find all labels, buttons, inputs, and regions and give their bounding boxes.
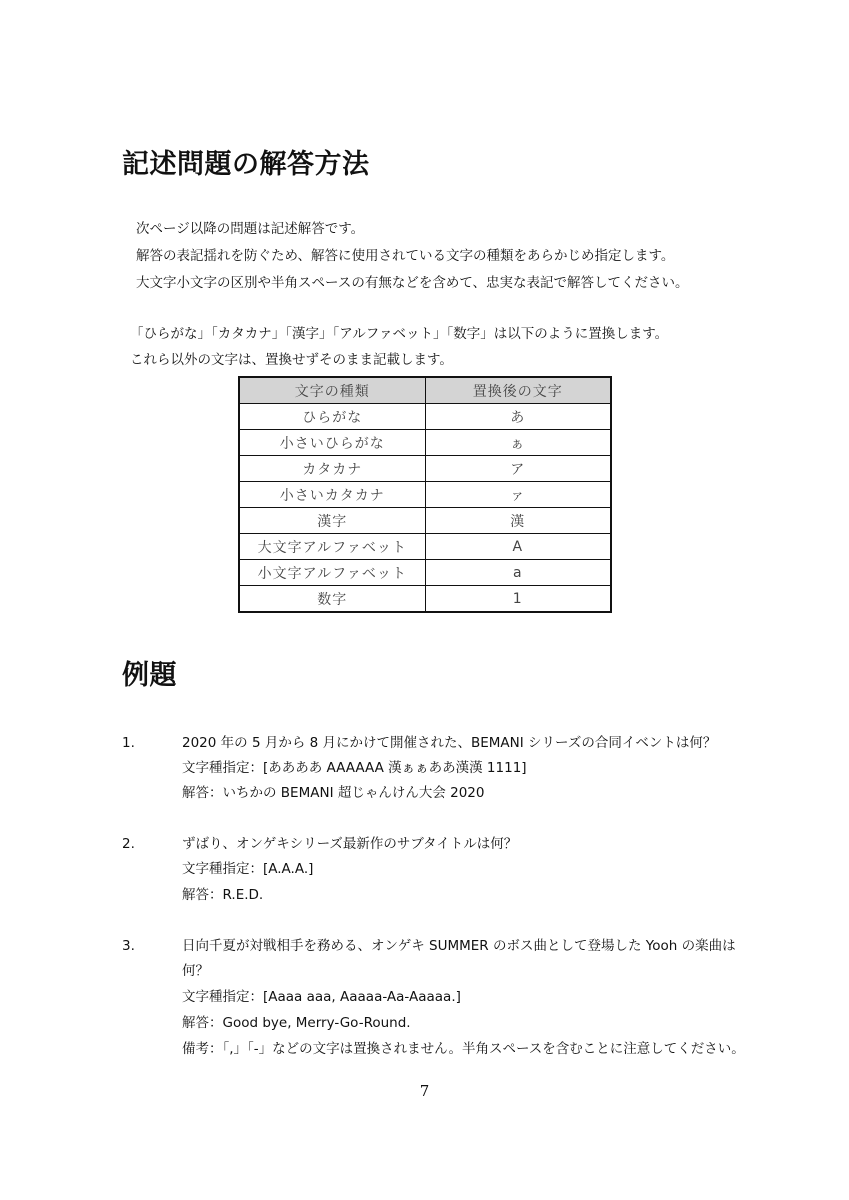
table-row — [239, 560, 611, 586]
character-type-spec: 文字種指定：[A.A.A.] — [182, 861, 314, 877]
question-number: 1. — [122, 735, 135, 751]
question-text: ずばり、オンゲキシリーズ最新作のサブタイトルは何？ — [182, 836, 518, 852]
table-row — [239, 430, 611, 456]
table-row — [239, 534, 611, 560]
question-number: 2. — [122, 836, 135, 852]
page-number: 7 — [419, 1082, 430, 1100]
table-row — [239, 508, 611, 534]
question-text: 日向千夏が対戦相手を務める、オンゲキ SUMMER のボス曲として登場した Yooh の楽曲は — [182, 938, 736, 954]
table-cell-type: 大文字アルファベット — [239, 534, 425, 560]
question-text: 2020 年の 5 月から 8 月にかけて開催された、BEMANI シリーズの合同イベントは何？ — [182, 735, 717, 751]
character-type-spec: 文字種指定：[ああああ AAAAAA 漢ぁぁああ漢漢 1111] — [182, 760, 527, 776]
table-row — [239, 586, 611, 613]
table-cell-replacement: ァ — [425, 482, 611, 508]
table-row — [239, 404, 611, 430]
section-title-answer-method: 記述問題の解答方法 — [122, 149, 370, 180]
table-cell-type: 小さいひらがな — [239, 430, 425, 456]
table-cell-replacement: ぁ — [425, 430, 611, 456]
table-cell-replacement: A — [425, 534, 611, 560]
question-number: 3. — [122, 938, 135, 954]
table-row — [239, 482, 611, 508]
answer-text: 解答：R.E.D. — [182, 887, 264, 903]
table-header-replacement: 置換後の文字 — [425, 377, 611, 404]
table-cell-type: ひらがな — [239, 404, 425, 430]
table-cell-replacement: あ — [425, 404, 611, 430]
table-cell-replacement: 漢 — [425, 508, 611, 534]
table-cell-type: 小文字アルファベット — [239, 560, 425, 586]
table-cell-type: 小さいカタカナ — [239, 482, 425, 508]
table-cell-replacement: ア — [425, 456, 611, 482]
table-cell-replacement: a — [425, 560, 611, 586]
character-type-table — [238, 376, 612, 613]
replace-note-line: 「ひらがな」「カタカナ」「漢字」「アルファベット」「数字」は以下のように置換します。 — [130, 326, 669, 342]
answer-text: 解答：いちかの BEMANI 超じゃんけん大会 2020 — [182, 785, 485, 801]
intro-line: 解答の表記揺れを防ぐため、解答に使用されている文字の種類をあらかじめ指定します。 — [136, 248, 675, 264]
section-title-examples: 例題 — [122, 660, 177, 691]
intro-line: 次ページ以降の問題は記述解答です。 — [136, 221, 365, 237]
table-cell-type: カタカナ — [239, 456, 425, 482]
remark-text: 備考：「,」「-」などの文字は置換されません。半角スペースを含むことに注意してください。 — [182, 1041, 745, 1057]
character-type-spec: 文字種指定：[Aaaa aaa, Aaaaa-Aa-Aaaaa.] — [182, 989, 461, 1005]
question-text-continued: 何？ — [182, 963, 209, 979]
table-cell-replacement: 1 — [425, 586, 611, 613]
intro-line: 大文字小文字の区別や半角スペースの有無などを含めて、忠実な表記で解答してください。 — [136, 275, 689, 291]
table-row — [239, 456, 611, 482]
table-cell-type: 数字 — [239, 586, 425, 613]
table-cell-type: 漢字 — [239, 508, 425, 534]
table-header-type: 文字の種類 — [239, 377, 425, 404]
replace-note-line: これら以外の文字は、置換せずそのまま記載します。 — [130, 352, 453, 368]
answer-text: 解答：Good bye, Merry-Go-Round. — [182, 1015, 411, 1031]
table-header-row — [239, 377, 611, 404]
